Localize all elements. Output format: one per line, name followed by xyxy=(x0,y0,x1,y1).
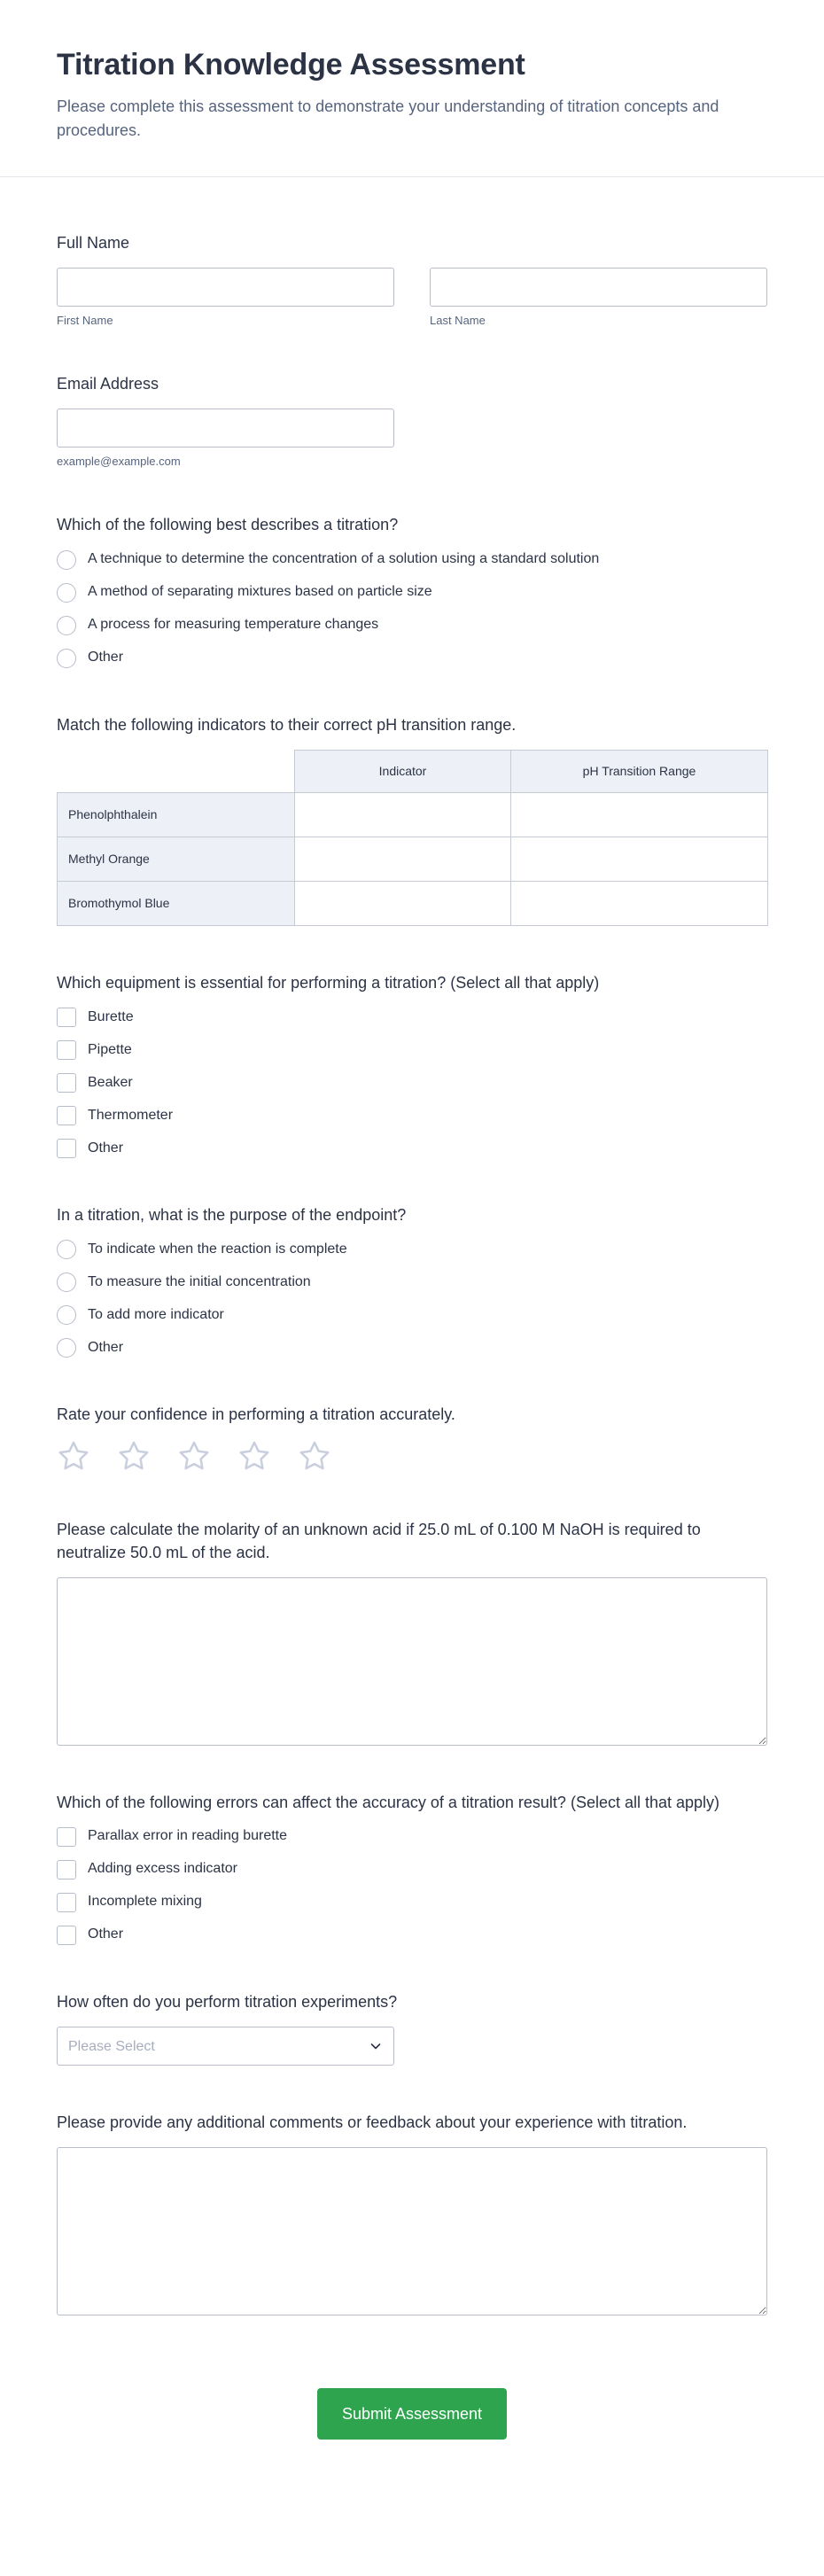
checkbox-option[interactable] xyxy=(57,1073,767,1093)
checkbox-icon[interactable] xyxy=(57,1827,76,1847)
option-label: Burette xyxy=(88,1008,134,1024)
radio-option[interactable] xyxy=(57,550,767,570)
matrix-row xyxy=(58,792,768,837)
matrix-row xyxy=(58,881,768,925)
first-name-col xyxy=(57,268,394,327)
confidence-label: Rate your confidence in performing a titration accurately. xyxy=(57,1405,455,1424)
radio-group-definition xyxy=(57,550,767,668)
email-label: Email Address xyxy=(57,375,159,393)
radio-icon[interactable] xyxy=(57,1305,76,1325)
option-label: Parallax error in reading burette xyxy=(88,1828,288,1844)
matrix-column-header: pH Transition Range xyxy=(511,750,768,792)
question-equipment xyxy=(57,972,767,1158)
question-indicator-matrix xyxy=(57,714,767,926)
radio-option[interactable] xyxy=(57,616,767,635)
checkbox-option[interactable] xyxy=(57,1893,767,1912)
checkbox-icon[interactable] xyxy=(57,1106,76,1125)
radio-icon[interactable] xyxy=(57,1338,76,1358)
last-name-col xyxy=(430,268,767,327)
checkbox-group-errors xyxy=(57,1827,767,1945)
last-name-input[interactable] xyxy=(430,268,767,307)
form-title: Titration Knowledge Assessment xyxy=(57,48,525,82)
checkbox-option[interactable] xyxy=(57,1860,767,1879)
question-comments xyxy=(57,2112,767,2315)
submit-button[interactable]: Submit Assessment xyxy=(317,2388,507,2440)
form-footer xyxy=(0,2362,824,2507)
matrix-cell[interactable] xyxy=(511,837,768,881)
checkbox-option-other[interactable] xyxy=(57,1926,767,1945)
matrix-column-header: Indicator xyxy=(295,750,511,792)
full-name-label: Full Name xyxy=(57,234,130,252)
checkbox-option[interactable] xyxy=(57,1106,767,1125)
star-icon[interactable] xyxy=(177,1439,211,1473)
matrix-header-row xyxy=(58,750,768,792)
matrix-corner-cell xyxy=(58,750,295,792)
first-name-input[interactable] xyxy=(57,268,394,307)
option-label: Pipette xyxy=(88,1041,132,1057)
question-email xyxy=(57,373,767,468)
option-label: To measure the initial concentration xyxy=(88,1273,311,1289)
checkbox-option[interactable] xyxy=(57,1008,767,1027)
radio-icon[interactable] xyxy=(57,583,76,603)
matrix-cell[interactable] xyxy=(295,837,511,881)
checkbox-icon[interactable] xyxy=(57,1893,76,1912)
radio-icon[interactable] xyxy=(57,1272,76,1292)
radio-icon[interactable] xyxy=(57,649,76,668)
checkbox-option-other[interactable] xyxy=(57,1139,767,1158)
last-name-sublabel: Last Name xyxy=(430,314,486,328)
email-sublabel: example@example.com xyxy=(57,455,181,469)
matrix-row-header: Phenolphthalein xyxy=(58,792,295,837)
checkbox-icon[interactable] xyxy=(57,1860,76,1879)
option-label: A method of separating mixtures based on particle size xyxy=(88,584,432,600)
comments-textarea[interactable] xyxy=(57,2147,767,2315)
star-icon[interactable] xyxy=(117,1439,151,1473)
radio-option[interactable] xyxy=(57,1240,767,1259)
radio-option[interactable] xyxy=(57,1272,767,1292)
matrix-table xyxy=(57,750,768,926)
option-label: Other xyxy=(88,650,124,665)
question-endpoint xyxy=(57,1204,767,1358)
option-label: A process for measuring temperature changes xyxy=(88,617,379,633)
matrix-cell[interactable] xyxy=(295,792,511,837)
first-name-sublabel: First Name xyxy=(57,314,113,328)
option-label: Incomplete mixing xyxy=(88,1894,202,1910)
form-header xyxy=(0,0,824,176)
radio-icon[interactable] xyxy=(57,550,76,570)
star-rating[interactable] xyxy=(57,1439,767,1473)
question-confidence xyxy=(57,1404,767,1473)
form-body xyxy=(0,177,824,2315)
question-molarity xyxy=(57,1519,767,1745)
option-label: Thermometer xyxy=(88,1107,174,1123)
matrix-cell[interactable] xyxy=(511,881,768,925)
form-subtitle: Please complete this assessment to demonstrate your understanding of titration concepts and procedures. xyxy=(57,97,719,139)
radio-option-other[interactable] xyxy=(57,649,767,668)
checkbox-option[interactable] xyxy=(57,1827,767,1847)
matrix-cell[interactable] xyxy=(511,792,768,837)
matrix-row xyxy=(58,837,768,881)
frequency-label: How often do you perform titration experiments? xyxy=(57,1992,398,2011)
radio-group-endpoint xyxy=(57,1240,767,1358)
option-label: A technique to determine the concentration of a solution using a standard solution xyxy=(88,551,600,567)
radio-icon[interactable] xyxy=(57,1240,76,1259)
checkbox-icon[interactable] xyxy=(57,1008,76,1027)
option-label: Other xyxy=(88,1926,124,1942)
endpoint-label: In a titration, what is the purpose of the endpoint? xyxy=(57,1205,407,1224)
question-frequency xyxy=(57,1991,767,2066)
radio-option-other[interactable] xyxy=(57,1338,767,1358)
radio-option[interactable] xyxy=(57,1305,767,1325)
checkbox-icon[interactable] xyxy=(57,1073,76,1093)
indicator-matrix-label: Match the following indicators to their correct pH transition range. xyxy=(57,715,517,734)
equipment-label: Which equipment is essential for performing a titration? (Select all that apply) xyxy=(57,973,600,992)
question-full-name xyxy=(57,232,767,327)
option-label: To add more indicator xyxy=(88,1306,224,1322)
titration-definition-label: Which of the following best describes a titration? xyxy=(57,516,399,534)
star-icon[interactable] xyxy=(57,1439,90,1473)
frequency-select[interactable] xyxy=(57,2027,394,2066)
radio-icon[interactable] xyxy=(57,616,76,635)
question-titration-definition xyxy=(57,514,767,667)
checkbox-icon[interactable] xyxy=(57,1926,76,1945)
option-label: Other xyxy=(88,1339,124,1355)
matrix-cell[interactable] xyxy=(295,881,511,925)
errors-label: Which of the following errors can affect the accuracy of a titration result? (Select all that apply) xyxy=(57,1793,720,1811)
molarity-textarea[interactable] xyxy=(57,1577,767,1746)
radio-option[interactable] xyxy=(57,583,767,603)
matrix-row-header: Methyl Orange xyxy=(58,837,295,881)
option-label: Beaker xyxy=(88,1074,133,1090)
checkbox-group-equipment xyxy=(57,1008,767,1158)
option-label: Adding excess indicator xyxy=(88,1861,237,1877)
molarity-label: Please calculate the molarity of an unknown acid if 25.0 mL of 0.100 M NaOH is required to neutralize 50.0 mL of the acid. xyxy=(57,1521,701,1561)
matrix-row-header: Bromothymol Blue xyxy=(58,881,295,925)
option-label: Other xyxy=(88,1140,124,1156)
name-row xyxy=(57,268,767,327)
email-input[interactable] xyxy=(57,409,394,447)
option-label: To indicate when the reaction is complete xyxy=(88,1241,347,1257)
question-errors xyxy=(57,1792,767,1945)
star-icon[interactable] xyxy=(298,1439,331,1473)
checkbox-icon[interactable] xyxy=(57,1040,76,1060)
checkbox-option[interactable] xyxy=(57,1040,767,1060)
frequency-select-wrap xyxy=(57,2027,394,2066)
checkbox-icon[interactable] xyxy=(57,1139,76,1158)
comments-label: Please provide any additional comments or feedback about your experience with titration. xyxy=(57,2113,688,2132)
star-icon[interactable] xyxy=(237,1439,271,1473)
